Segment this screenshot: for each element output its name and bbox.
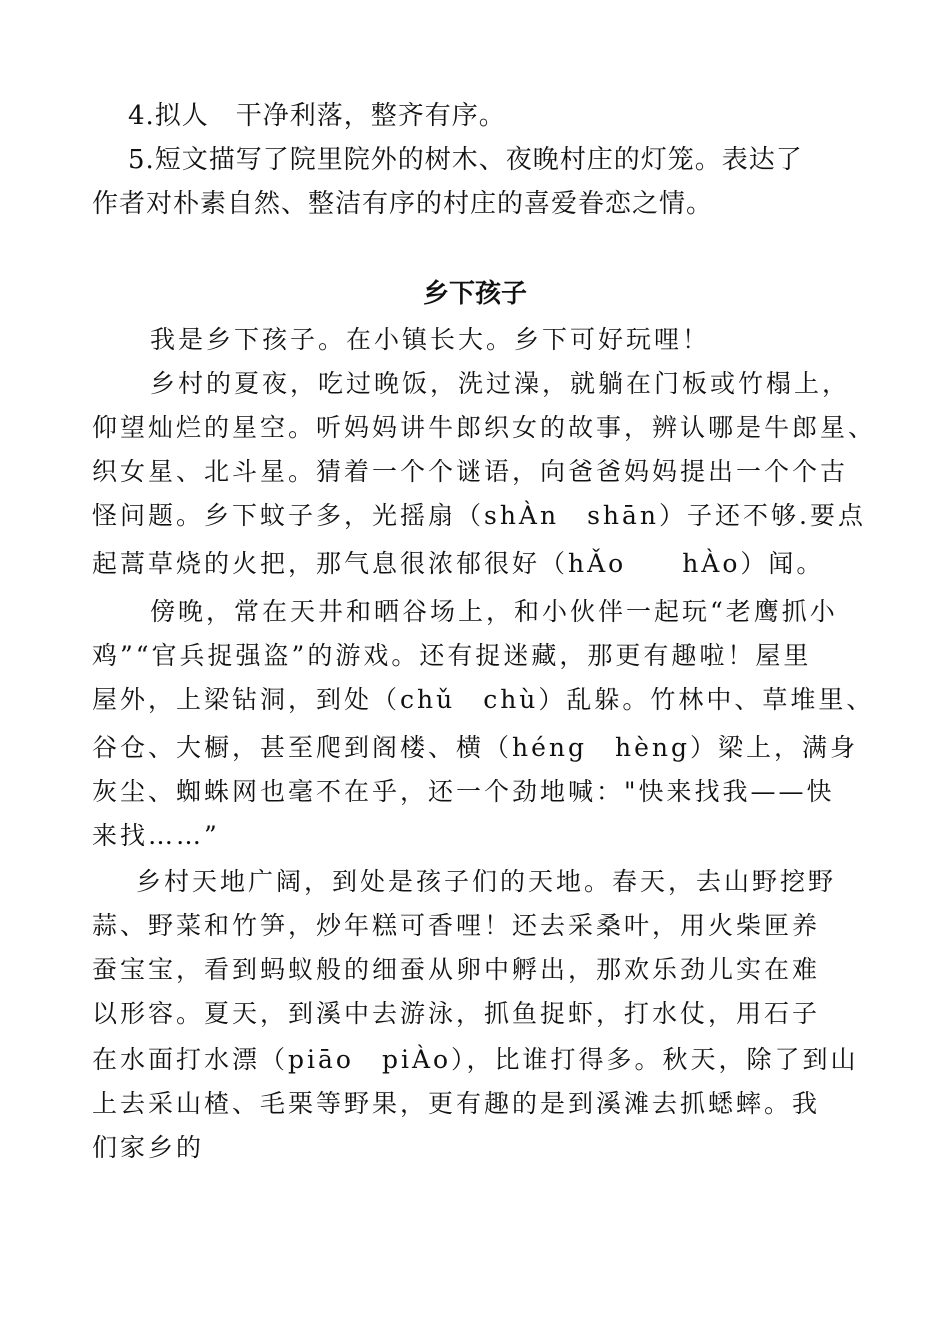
story-line: 怪问题。乡下蚊子多，光摇扇（shÀn shān）子还不够.要点 <box>92 501 866 530</box>
story-line: 起蒿草烧的火把，那气息很浓郁很好（hǍo hÀo）闻。 <box>92 549 825 578</box>
answer-line-5: 5.短文描写了院里院外的树木、夜晚村庄的灯笼。表达了 <box>128 145 803 175</box>
story-line: 织女星、北斗星。猜着一个个谜语，向爸爸妈妈提出一个个古 <box>92 457 849 486</box>
answer-line-5-cont: 作者对朴素自然、整洁有序的村庄的喜爱眷恋之情。 <box>92 189 714 219</box>
story-line: 灰尘、蜘蛛网也毫不在乎，还一个劲地喊："快来找我——快 <box>92 777 835 806</box>
story-line: 蚕宝宝，看到蚂蚁般的细蚕从卵中孵出，那欢乐劲儿实在难 <box>92 955 821 984</box>
story-line: 谷仓、大橱，甚至爬到阁楼、横（héng hèng）梁上，满身 <box>92 733 859 762</box>
story-line: 屋外，上梁钻洞，到处（chǔ chù）乱躲。竹林中、草堆里、 <box>92 685 875 714</box>
story-line: 来找……” <box>92 821 220 850</box>
story-title: 乡下孩子 <box>422 279 527 309</box>
story-line: 在水面打水漂（piāo piÀo），比谁打得多。秋天，除了到山 <box>92 1045 859 1074</box>
story-line: 我是乡下孩子。在小镇长大。乡下可好玩哩！ <box>150 325 711 354</box>
story-line: 乡村的夏夜，吃过晚饭，洗过澡，就躺在门板或竹榻上， <box>150 369 851 398</box>
story-line: 们家乡的 <box>92 1133 205 1162</box>
story-line: 以形容。夏天，到溪中去游泳，抓鱼捉虾，打水仗，用石子 <box>92 999 821 1028</box>
answer-line-4: 4.拟人 干净利落，整齐有序。 <box>128 101 506 131</box>
story-line: 蒜、野菜和竹笋，炒年糕可香哩！还去采桑叶，用火柴匣养 <box>92 911 821 940</box>
story-line: 鸡”“官兵捉强盗”的游戏。还有捉迷藏，那更有趣啦！屋里 <box>92 641 812 670</box>
story-line: 傍晚，常在天井和晒谷场上，和小伙伴一起玩“老鹰抓小 <box>150 597 838 626</box>
story-line: 上去采山楂、毛栗等野果，更有趣的是到溪滩去抓蟋蟀。我 <box>92 1089 821 1118</box>
story-line: 乡村天地广阔，到处是孩子们的天地。春天，去山野挖野 <box>136 867 837 896</box>
story-line: 仰望灿烂的星空。听妈妈讲牛郎织女的故事，辨认哪是牛郎星、 <box>92 413 877 442</box>
